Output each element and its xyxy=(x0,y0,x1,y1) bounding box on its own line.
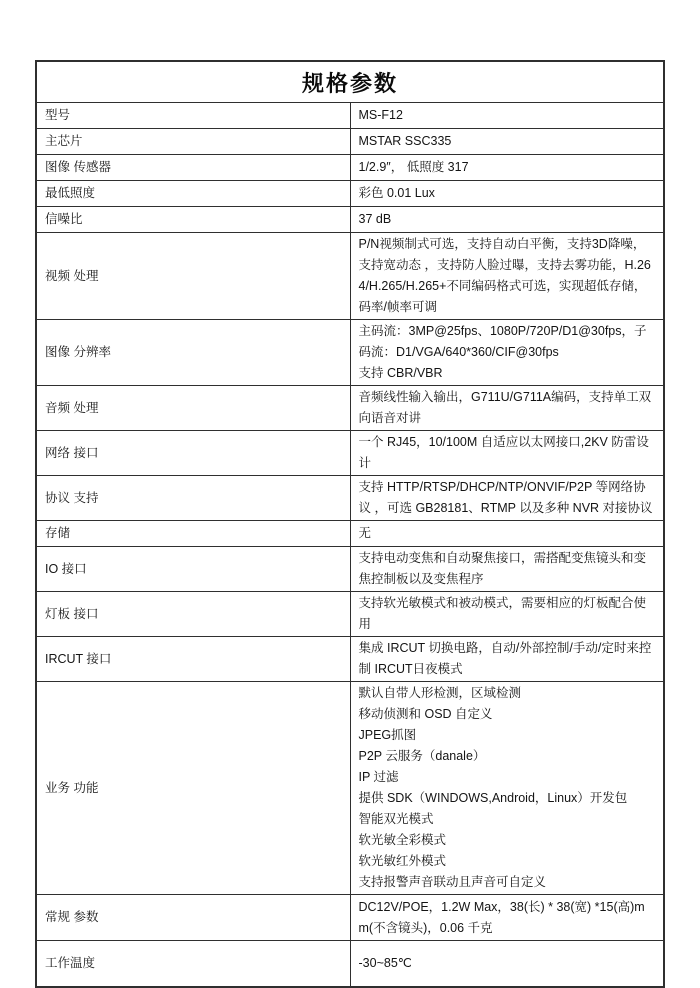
row-label: 存储 xyxy=(36,521,350,547)
value-line: -30~85℃ xyxy=(358,956,412,970)
row-label: 协议 支持 xyxy=(36,476,350,521)
value-line: P/N视频制式可选，支持自动白平衡，支持3D降噪，支持宽动态 ，支持防人脸过曝，支持去雾功能，H.264/H.265/H.265+不同编码格式可选，实现超低存储，码率/帧率可调 xyxy=(358,237,651,314)
table-row xyxy=(36,637,664,682)
row-label: 灯板 接口 xyxy=(36,592,350,637)
row-label: 视频 处理 xyxy=(36,233,350,320)
row-label: IO 接口 xyxy=(36,547,350,592)
value-line: 软光敏红外模式 xyxy=(358,854,447,868)
value-line: 一个 RJ45，10/100M 自适应以太网接口,2KV 防雷设计 xyxy=(358,435,649,470)
document-page xyxy=(0,60,700,970)
row-value xyxy=(350,320,664,386)
table-row xyxy=(36,181,664,207)
row-label: IRCUT 接口 xyxy=(36,637,350,682)
table-row xyxy=(36,233,664,320)
value-line: MSTAR SSC335 xyxy=(358,134,452,148)
table-row xyxy=(36,320,664,386)
title-row xyxy=(36,61,664,103)
value-line: 37 dB xyxy=(358,212,392,226)
table-row xyxy=(36,103,664,129)
row-label: 图像 传感器 xyxy=(36,155,350,181)
table-row xyxy=(36,521,664,547)
row-label: 常规 参数 xyxy=(36,895,350,941)
row-label: 信噪比 xyxy=(36,207,350,233)
value-line: IP 过滤 xyxy=(358,770,399,784)
row-label: 图像 分辨率 xyxy=(36,320,350,386)
table-row xyxy=(36,547,664,592)
row-value xyxy=(350,592,664,637)
table-row xyxy=(36,386,664,431)
value-line: JPEG抓图 xyxy=(358,728,417,742)
table-row xyxy=(36,476,664,521)
value-line: 主码流：3MP@25fps、1080P/720P/D1@30fps，子码流：D1/VGA/640*360/CIF@30fps xyxy=(358,324,647,359)
table-row xyxy=(36,431,664,476)
row-value xyxy=(350,431,664,476)
row-value xyxy=(350,155,664,181)
row-label: 工作温度 xyxy=(36,941,350,988)
row-label: 主芯片 xyxy=(36,129,350,155)
row-value xyxy=(350,181,664,207)
row-value xyxy=(350,207,664,233)
value-line: 集成 IRCUT 切换电路，自动/外部控制/手动/定时来控制 IRCUT日夜模式 xyxy=(358,641,652,676)
value-line: 移动侦测和 OSD 自定义 xyxy=(358,707,493,721)
table-row xyxy=(36,155,664,181)
spec-table xyxy=(35,60,665,988)
table-row xyxy=(36,895,664,941)
value-line: P2P 云服务（danale） xyxy=(358,749,486,763)
page-title: 规格参数 xyxy=(36,61,664,103)
row-value xyxy=(350,129,664,155)
value-line: 软光敏全彩模式 xyxy=(358,833,447,847)
value-line: 支持报警声音联动且声音可自定义 xyxy=(358,875,547,889)
row-value xyxy=(350,103,664,129)
value-line: 智能双光模式 xyxy=(358,812,434,826)
value-line: 支持 CBR/VBR xyxy=(358,366,443,380)
row-value xyxy=(350,895,664,941)
value-line: 默认自带人形检测，区域检测 xyxy=(358,686,522,700)
spec-rows xyxy=(36,103,664,988)
value-line: 音频线性输入输出，G711U/G711A编码，支持单工双向语音对讲 xyxy=(358,390,652,425)
row-value xyxy=(350,637,664,682)
table-row xyxy=(36,129,664,155)
row-label: 网络 接口 xyxy=(36,431,350,476)
row-value xyxy=(350,476,664,521)
row-value xyxy=(350,521,664,547)
table-row xyxy=(36,207,664,233)
table-row xyxy=(36,592,664,637)
row-label: 音频 处理 xyxy=(36,386,350,431)
value-line: 支持电动变焦和自动聚焦接口，需搭配变焦镜头和变焦控制板以及变焦程序 xyxy=(358,551,647,586)
row-value xyxy=(350,682,664,895)
value-line: DC12V/POE，1.2W Max，38(长) * 38(宽) *15(高)mm(不含镜头)，0.06 千克 xyxy=(358,899,645,935)
table-row xyxy=(36,682,664,895)
value-line: 提供 SDK（WINDOWS,Android，Linux）开发包 xyxy=(358,791,628,805)
row-value xyxy=(350,941,664,988)
value-line: 支持 HTTP/RTSP/DHCP/NTP/ONVIF/P2P 等网络协议 ，可选 GB28181、RTMP 以及多种 NVR 对接协议 xyxy=(358,480,653,515)
table-row xyxy=(36,941,664,988)
row-label: 业务 功能 xyxy=(36,682,350,895)
row-value xyxy=(350,233,664,320)
row-value xyxy=(350,547,664,592)
value-line: 1/2.9″， 低照度 317 xyxy=(358,160,469,174)
row-label: 型号 xyxy=(36,103,350,129)
row-value xyxy=(350,386,664,431)
value-line: 无 xyxy=(358,526,372,540)
row-label: 最低照度 xyxy=(36,181,350,207)
value-line: 支持软光敏模式和被动模式，需要相应的灯板配合使用 xyxy=(358,596,647,631)
value-line: 彩色 0.01 Lux xyxy=(358,186,435,200)
value-line: MS-F12 xyxy=(358,108,403,122)
